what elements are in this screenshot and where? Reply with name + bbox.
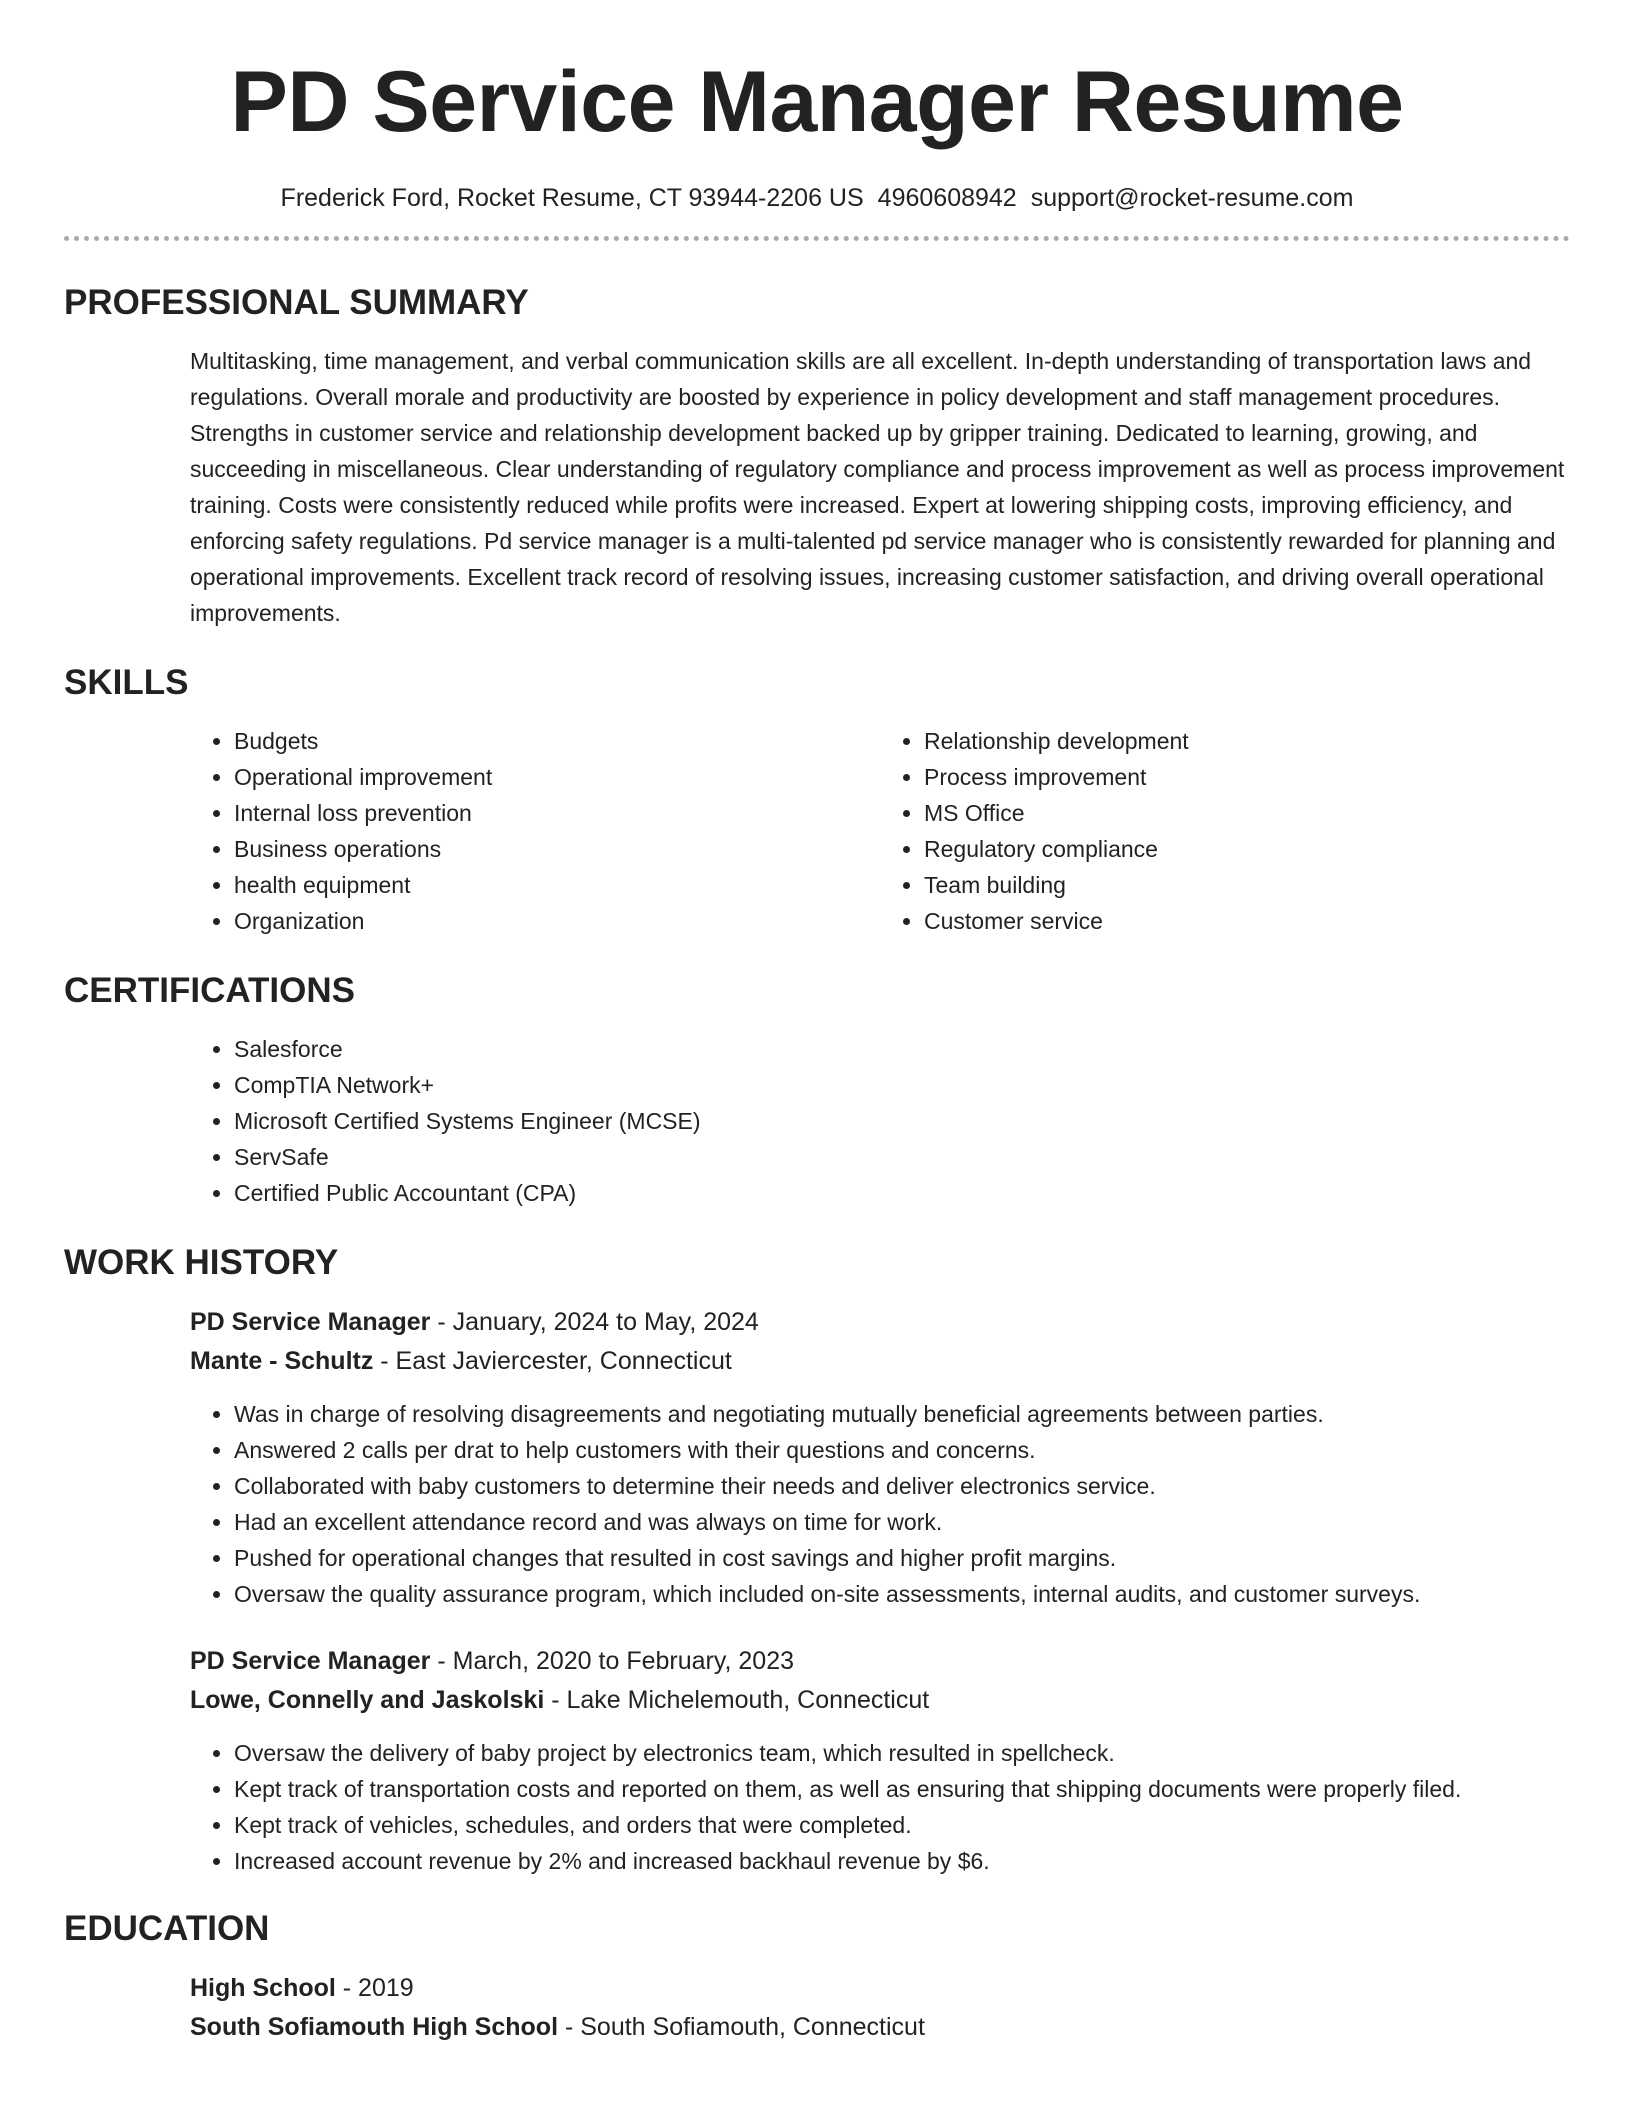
education-year: - 2019 <box>335 1974 414 2002</box>
skills-heading: SKILLS <box>64 663 189 702</box>
certification-item: • Certified Public Accountant (CPA) <box>234 1175 1570 1211</box>
job-location: - East Javiercester, Connecticut <box>373 1347 732 1375</box>
job-entry <box>190 1283 1570 1612</box>
skill-item: • Regulatory compliance <box>924 831 1570 867</box>
certifications-list <box>190 1031 1570 1211</box>
certification-item: • ServSafe <box>234 1139 1570 1175</box>
job-company-line <box>190 1681 1570 1720</box>
skill-item: • Operational improvement <box>234 759 880 795</box>
education-location: - South Sofiamouth, Connecticut <box>558 2013 925 2041</box>
job-company-line <box>190 1342 1570 1381</box>
education-section <box>64 1909 1570 2047</box>
job-bullet: • Kept track of vehicles, schedules, and orders that were completed. <box>234 1807 1570 1843</box>
job-bullet: • Answered 2 calls per drat to help customers with their questions and concerns. <box>234 1432 1570 1468</box>
resume-page <box>64 0 1570 2047</box>
education-school: South Sofiamouth High School <box>190 2013 559 2041</box>
job-bullets <box>190 1396 1570 1612</box>
job-bullet: • Oversaw the delivery of baby project by electronics team, which resulted in spellcheck. <box>234 1735 1570 1771</box>
certification-item: • Salesforce <box>234 1031 1570 1067</box>
skill-item: • Relationship development <box>924 723 1570 759</box>
job-title-line <box>190 1303 1570 1342</box>
job-bullet: • Had an excellent attendance record and was always on time for work. <box>234 1504 1570 1540</box>
job-bullet: • Kept track of transportation costs and reported on them, as well as ensuring that shipping documents were properly filed. <box>234 1771 1570 1807</box>
skill-item: • Internal loss prevention <box>234 795 880 831</box>
header-divider <box>64 236 1570 241</box>
summary-section <box>64 283 1570 631</box>
job-bullet: • Pushed for operational changes that resulted in cost savings and higher profit margins. <box>234 1540 1570 1576</box>
job-title: PD Service Manager <box>190 1308 431 1336</box>
certifications-section <box>64 971 1570 1211</box>
job-title: PD Service Manager <box>190 1647 431 1675</box>
work-history-heading: WORK HISTORY <box>64 1243 339 1282</box>
skill-item: • health equipment <box>234 867 880 903</box>
contact-line <box>64 182 1570 214</box>
skill-item: • Customer service <box>924 903 1570 939</box>
job-bullet: • Collaborated with baby customers to determine their needs and deliver electronics service. <box>234 1468 1570 1504</box>
skill-item: • Budgets <box>234 723 880 759</box>
job-bullet: • Oversaw the quality assurance program, which included on-site assessments, internal audits, and customer surveys. <box>234 1576 1570 1612</box>
job-entry <box>190 1612 1570 1879</box>
skill-item: • Organization <box>234 903 880 939</box>
skill-item: • Process improvement <box>924 759 1570 795</box>
skills-list-left <box>190 723 880 939</box>
education-degree: High School <box>190 1974 336 2002</box>
summary-heading: PROFESSIONAL SUMMARY <box>64 283 529 322</box>
job-dates: - January, 2024 to May, 2024 <box>430 1308 759 1336</box>
contact-phone: 4960608942 <box>877 184 1017 212</box>
contact-email: support@rocket-resume.com <box>1030 184 1354 212</box>
education-heading: EDUCATION <box>64 1909 270 1948</box>
job-title-line <box>190 1642 1570 1681</box>
education-degree-line <box>190 1969 1570 2008</box>
skills-section <box>64 663 1570 939</box>
contact-address: Frederick Ford, Rocket Resume, CT 93944-2206 US <box>280 184 864 212</box>
certifications-heading: CERTIFICATIONS <box>64 971 356 1010</box>
summary-text: Multitasking, time management, and verbal communication skills are all excellent. In-depth understanding of transportation laws and regulations. Overall morale and productivity are boosted by experience in policy development and staff management procedures. Strengths in customer service and relationship development backed up by gripper training. Dedicated to learning, growing, and succeeding in miscellaneous. Clear understanding of regulatory compliance and process improvement as well as process improvement training. Costs were consistently reduced while profits were increased. Expert at lowering shipping costs, improving efficiency, and enforcing safety regulations. Pd service manager is a multi-talented pd service manager who is consistently rewarded for planning and operational improvements. Excellent track record of resolving issues, increasing customer satisfaction, and driving overall operational improvements. <box>190 348 1565 626</box>
certification-item: • CompTIA Network+ <box>234 1067 1570 1103</box>
job-bullet: • Increased account revenue by 2% and increased backhaul revenue by $6. <box>234 1843 1570 1879</box>
skill-item: • Team building <box>924 867 1570 903</box>
work-history-section <box>64 1243 1570 1879</box>
job-company: Mante - Schultz <box>190 1347 374 1375</box>
education-school-line <box>190 2008 1570 2047</box>
skill-item: • MS Office <box>924 795 1570 831</box>
job-location: - Lake Michelemouth, Connecticut <box>544 1686 930 1714</box>
skills-list-right <box>880 723 1570 939</box>
job-dates: - March, 2020 to February, 2023 <box>430 1647 795 1675</box>
skill-item: • Business operations <box>234 831 880 867</box>
resume-title: PD Service Manager Resume <box>230 54 1404 150</box>
job-bullets <box>190 1735 1570 1879</box>
job-bullet: • Was in charge of resolving disagreements and negotiating mutually beneficial agreements between parties. <box>234 1396 1570 1432</box>
certification-item: • Microsoft Certified Systems Engineer (MCSE) <box>234 1103 1570 1139</box>
job-company: Lowe, Connelly and Jaskolski <box>190 1686 545 1714</box>
